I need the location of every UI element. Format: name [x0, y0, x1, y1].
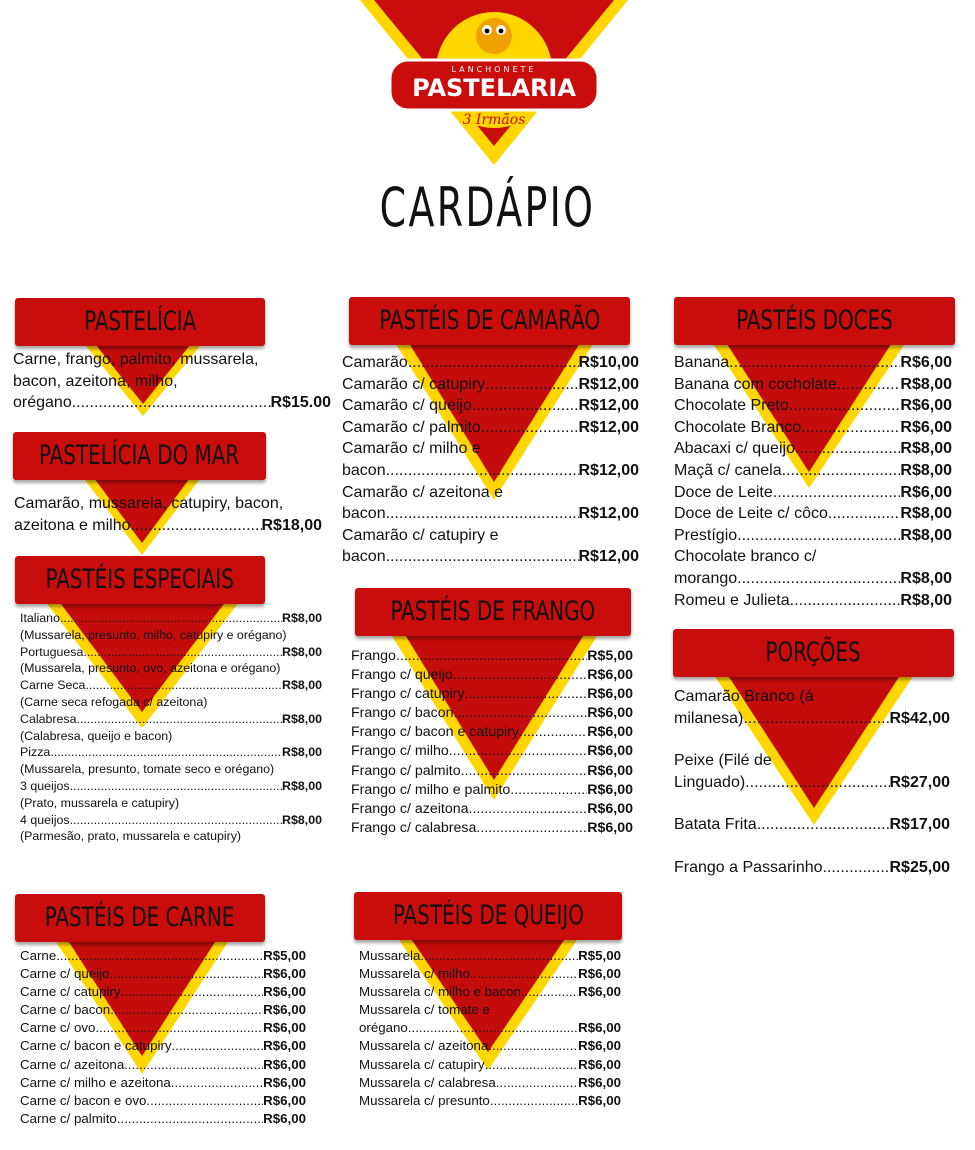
- menu-item: [351, 742, 633, 761]
- item-description: (Carne seca refogada c/ azeitona): [20, 694, 208, 709]
- dot-leader: [121, 983, 264, 1001]
- item-name: Frango a Passarinho: [674, 858, 823, 876]
- menu-item: [351, 704, 633, 723]
- item-name: bacon: [342, 505, 386, 523]
- item-price: R$8,00: [282, 644, 322, 659]
- item-name: Carne c/ palmito: [20, 1110, 117, 1126]
- menu-item: [674, 374, 952, 396]
- logo-top-text: LANCHONETE: [451, 65, 537, 74]
- item-price: R$6,00: [587, 762, 633, 779]
- item-name: 4 queijos: [20, 812, 70, 827]
- item-name: Doce de Leite c/ côco: [674, 505, 828, 523]
- dot-leader: [420, 947, 578, 965]
- item-name: Linguado): [674, 773, 746, 791]
- dot-leader: [171, 1074, 263, 1092]
- menu-item: [342, 546, 639, 568]
- dot-leader: [172, 1037, 264, 1055]
- dot-leader: [110, 1001, 263, 1019]
- item-price: R$12,00: [578, 397, 639, 415]
- menu-item: [342, 395, 639, 417]
- item-price: R$25,00: [889, 858, 950, 876]
- item-price: R$12,00: [578, 461, 639, 479]
- item-list: [20, 610, 322, 845]
- dot-leader: [408, 1019, 578, 1037]
- section-header: [15, 298, 265, 346]
- menu-item: [342, 460, 639, 482]
- menu-item: [342, 503, 639, 525]
- item-price: R$6,00: [900, 418, 952, 436]
- item-name: Frango c/ azeitona: [351, 800, 469, 817]
- item-name: azeitona e milho: [14, 516, 131, 534]
- item-price: R$17,00: [889, 816, 950, 834]
- item-name: Prestígio: [674, 526, 738, 544]
- menu-item: [20, 1092, 306, 1110]
- menu-item: [674, 708, 950, 730]
- item-name: Carne Seca: [20, 678, 86, 693]
- item-price: R$5,00: [587, 648, 633, 664]
- menu-item: [359, 1037, 621, 1055]
- item-name: Carne c/ bacon e catupiry: [20, 1038, 172, 1054]
- menu-item: [359, 983, 621, 1001]
- item-price: R$6,00: [587, 743, 633, 760]
- menu-item: [359, 947, 621, 965]
- item-name: Banana: [674, 354, 730, 371]
- item-name: Chocolate Branco: [674, 418, 802, 436]
- menu-item: [20, 644, 322, 661]
- section-header: [15, 894, 265, 942]
- dot-leader: [72, 392, 271, 414]
- dot-leader: [789, 395, 901, 417]
- item-name: Abacaxi c/ queijo: [674, 440, 795, 458]
- item-description: (Parmesão, prato, mussarela e catupiry): [20, 829, 242, 844]
- dot-leader: [481, 417, 579, 439]
- item-name: Carne c/ queijo: [20, 966, 110, 982]
- item-price: R$6,00: [587, 819, 633, 836]
- item-price: R$12,00: [578, 418, 639, 436]
- menu-item: [342, 417, 639, 439]
- item-name: Chocolate Preto: [674, 397, 789, 415]
- menu-item: [20, 1019, 306, 1037]
- menu-item: [20, 677, 322, 694]
- item-description: (Calabresa, queijo e bacon): [20, 728, 173, 743]
- item-name: orégano: [359, 1020, 408, 1036]
- item-name: Batata Frita: [674, 816, 757, 834]
- item-price: R$6,00: [263, 1110, 306, 1126]
- dot-leader: [470, 965, 578, 983]
- item-name: Romeu e Julieta: [674, 591, 790, 609]
- menu-item: [674, 417, 952, 439]
- dot-leader: [83, 644, 282, 661]
- menu-item: [14, 515, 322, 537]
- item-name: Mussarela c/ milho: [359, 966, 470, 982]
- menu-item: [351, 800, 633, 819]
- item-price: R$8,00: [900, 526, 952, 544]
- item-price: R$6,00: [578, 1056, 621, 1072]
- dot-leader: [396, 647, 587, 666]
- item-price: R$8,00: [282, 778, 322, 793]
- item-name: Calabresa: [20, 711, 77, 726]
- dot-leader: [76, 711, 282, 728]
- dot-leader: [449, 742, 587, 761]
- item-price: R$6,00: [900, 483, 952, 501]
- menu-item: [359, 1092, 621, 1110]
- item-price: R$8,00: [900, 505, 952, 523]
- dot-leader: [56, 947, 263, 965]
- section-header: [674, 297, 955, 345]
- item-price: R$6,00: [587, 705, 633, 722]
- item-name: Mussarela c/ presunto: [359, 1092, 490, 1108]
- item-name: Doce de Leite: [674, 483, 773, 501]
- dot-leader: [70, 812, 282, 829]
- item-name: Maçã c/ canela: [674, 461, 782, 479]
- dot-leader: [60, 610, 282, 627]
- item-name-line: Camarão c/ milho e: [342, 440, 481, 458]
- item-name: Carne c/ azeitona: [20, 1056, 125, 1072]
- item-price: R$8,00: [900, 591, 952, 609]
- dot-leader: [519, 723, 587, 742]
- item-price: R$6,00: [900, 397, 952, 415]
- item-name: morango: [674, 569, 738, 587]
- menu-item: [674, 525, 952, 547]
- menu-item: [351, 762, 633, 781]
- item-price: R$27,00: [889, 773, 950, 791]
- item-price: R$6,00: [578, 984, 621, 1000]
- item-name: Camarão c/ queijo: [342, 397, 472, 415]
- item-name: orégano: [13, 394, 72, 411]
- item-name: Frango c/ queijo: [351, 667, 453, 684]
- menu-item: [20, 711, 322, 728]
- menu-item: [674, 590, 952, 612]
- logo-script: 3 Irmãos: [462, 112, 526, 128]
- dot-leader: [461, 762, 588, 781]
- pastelaria-logo: [360, 0, 628, 165]
- section-title: PASTÉIS DE QUEIJO: [392, 900, 584, 931]
- item-name: Carne c/ milho e azeitona: [20, 1074, 171, 1090]
- dot-leader: [117, 1110, 263, 1128]
- dot-leader: [490, 1092, 578, 1110]
- item-price: R$6,00: [578, 1074, 621, 1090]
- section-title: PASTÉIS DOCES: [736, 305, 893, 336]
- dot-leader: [521, 983, 578, 1001]
- menu-item: [351, 685, 633, 704]
- logo-name: PASTELARIA: [412, 74, 576, 102]
- menu-item: [20, 778, 322, 795]
- item-price: R$12,00: [578, 375, 639, 393]
- item-price: R$42,00: [889, 709, 950, 727]
- item-price: R$6,00: [578, 1092, 621, 1108]
- item-name: Carne c/ catupiry: [20, 984, 121, 1000]
- section-title: PASTÉIS DE FRANGO: [390, 596, 596, 627]
- menu-item: [674, 503, 952, 525]
- item-name-line: Camarão c/ catupiry e: [342, 526, 499, 544]
- menu-item: [351, 666, 633, 685]
- item-price: R$8,00: [900, 569, 952, 587]
- dot-leader: [386, 546, 579, 568]
- item-list: [13, 349, 331, 414]
- menu-item: [20, 965, 306, 983]
- dot-leader: [837, 374, 901, 396]
- item-description: (Mussarela, presunto, ovo, azeitona e orégano): [20, 661, 281, 676]
- dot-leader: [801, 417, 900, 439]
- section-title: PASTELÍCIA DO MAR: [39, 440, 240, 471]
- item-name: 3 queijos: [20, 778, 70, 793]
- item-price: R$18,00: [261, 516, 322, 534]
- item-list: [20, 947, 306, 1128]
- menu-item: [359, 1019, 621, 1037]
- dot-leader: [50, 744, 282, 761]
- dot-leader: [790, 590, 901, 612]
- dot-leader: [745, 772, 889, 794]
- section-header: [15, 556, 265, 604]
- item-name-line: Chocolate branco c/: [674, 548, 817, 566]
- dot-leader: [729, 352, 900, 374]
- menu-item: [342, 352, 639, 374]
- item-price: R$6,00: [263, 1056, 306, 1072]
- item-name: Portuguesa: [20, 644, 84, 659]
- dot-leader: [453, 666, 588, 685]
- section-title: PASTÉIS ESPECIAIS: [45, 564, 235, 595]
- menu-item: [351, 723, 633, 742]
- dot-leader: [828, 503, 901, 525]
- menu-item: [342, 374, 639, 396]
- section-title: PASTÉIS DE CARNE: [45, 902, 235, 933]
- item-list: [14, 493, 322, 536]
- item-price: R$6,00: [263, 1020, 306, 1036]
- dot-leader: [782, 460, 901, 482]
- menu-item: [351, 819, 633, 838]
- item-name: Mussarela c/ milho e bacon: [359, 984, 521, 1000]
- item-name: Frango c/ calabresa: [351, 819, 477, 836]
- section-header: [349, 297, 630, 345]
- item-list: [674, 352, 952, 611]
- description-line: Carne, frango, palmito, mussarela,: [13, 351, 259, 368]
- item-name: milanesa): [674, 709, 744, 727]
- item-description: (Prato, mussarela e catupiry): [20, 795, 180, 810]
- item-name: Frango c/ bacon e catupiry: [351, 724, 519, 741]
- item-name: Camarão c/ catupiry: [342, 375, 486, 393]
- dot-leader: [737, 525, 900, 547]
- item-name: Frango c/ catupiry: [351, 686, 465, 703]
- menu-item: [20, 744, 322, 761]
- dot-leader: [386, 503, 579, 525]
- dot-leader: [472, 395, 579, 417]
- dot-leader: [70, 778, 282, 795]
- dot-leader: [510, 781, 587, 800]
- item-name: bacon: [342, 548, 386, 566]
- item-price: R$6,00: [263, 1038, 306, 1054]
- menu-item: [674, 482, 952, 504]
- item-price: R$12,00: [578, 548, 639, 566]
- menu-item: [20, 812, 322, 829]
- item-name: Mussarela c/ azeitona: [359, 1038, 489, 1054]
- item-name: Camarão c/ palmito: [342, 418, 481, 436]
- description-line: bacon, azeitona, milho,: [13, 372, 178, 390]
- dot-leader: [131, 515, 262, 537]
- dot-leader: [496, 1074, 578, 1092]
- item-name-line: Peixe (Filé de: [674, 752, 772, 770]
- dot-leader: [757, 814, 890, 836]
- item-description: (Mussarela, presunto, milho, catupiry e orégano): [20, 627, 287, 642]
- dot-leader: [454, 704, 588, 723]
- item-price: R$6,00: [578, 1020, 621, 1036]
- page-title: CARDÁPIO: [379, 176, 596, 239]
- item-price: R$8,00: [282, 812, 322, 827]
- dot-leader: [743, 708, 889, 730]
- item-price: R$6,00: [263, 966, 306, 982]
- item-price: R$6,00: [263, 1002, 306, 1018]
- item-list: [674, 686, 950, 879]
- item-name: Frango c/ bacon: [351, 705, 454, 722]
- dot-leader: [95, 1019, 263, 1037]
- dot-leader: [146, 1092, 263, 1110]
- item-name: Frango c/ milho: [351, 743, 449, 760]
- section-header: [673, 629, 954, 677]
- item-price: R$6,00: [900, 354, 952, 371]
- menu-item: [674, 814, 950, 836]
- menu-item: [351, 781, 633, 800]
- dot-leader: [408, 352, 579, 374]
- item-price: R$5,00: [263, 948, 306, 963]
- item-price: R$10,00: [578, 354, 639, 371]
- item-name-line: Camarão c/ azeitona e: [342, 483, 503, 501]
- dot-leader: [795, 438, 900, 460]
- item-name: Carne c/ bacon: [20, 1002, 111, 1018]
- menu-item: [20, 983, 306, 1001]
- item-price: R$6,00: [587, 667, 633, 684]
- item-name: Pizza: [20, 745, 51, 760]
- item-price: R$8,00: [900, 461, 952, 479]
- dot-leader: [469, 800, 588, 819]
- item-list: [342, 352, 639, 568]
- dot-leader: [773, 482, 901, 504]
- menu-item: [20, 1001, 306, 1019]
- item-name: Carne: [20, 948, 57, 963]
- menu-item: [359, 1074, 621, 1092]
- item-price: R$6,00: [578, 966, 621, 982]
- item-price: R$8,00: [282, 611, 322, 625]
- item-list: [359, 947, 621, 1110]
- item-name: Carne c/ ovo: [20, 1020, 96, 1036]
- item-price: R$8,00: [282, 745, 322, 760]
- dot-leader: [488, 1037, 578, 1055]
- item-price: R$6,00: [587, 800, 633, 817]
- item-name: Frango c/ palmito: [351, 762, 461, 779]
- dot-leader: [386, 460, 579, 482]
- menu-item: [359, 1056, 621, 1074]
- menu-item: [359, 965, 621, 983]
- item-price: R$6,00: [587, 686, 633, 703]
- menu-item: [351, 647, 633, 666]
- section-title: PASTELÍCIA: [84, 306, 196, 337]
- dot-leader: [124, 1056, 263, 1074]
- dot-leader: [476, 819, 587, 838]
- item-price: R$8,00: [900, 375, 952, 393]
- menu-item: [674, 352, 952, 374]
- item-price: R$6,00: [587, 781, 633, 798]
- dot-leader: [85, 677, 282, 694]
- menu-item: [13, 392, 331, 414]
- item-name: bacon: [342, 461, 386, 479]
- menu-item: [20, 1056, 306, 1074]
- section-title: PASTÉIS DE CAMARÃO: [379, 305, 600, 336]
- menu-item: [20, 1074, 306, 1092]
- item-name-line: Mussarela c/ tomate e: [359, 1002, 490, 1018]
- menu-item: [674, 772, 950, 794]
- item-price: R$5,00: [578, 948, 621, 963]
- item-price: R$15.00: [270, 394, 331, 411]
- item-name: Banana com cocholate: [674, 375, 837, 393]
- item-price: R$6,00: [263, 984, 306, 1000]
- item-price: R$12,00: [578, 505, 639, 523]
- description-line: Camarão, mussarela, catupiry, bacon,: [14, 495, 284, 512]
- dot-leader: [485, 374, 578, 396]
- dot-leader: [109, 965, 263, 983]
- item-name: Mussarela c/ catupiry: [359, 1056, 485, 1072]
- section-header: [13, 432, 266, 480]
- dot-leader: [485, 1056, 578, 1074]
- section-header: [355, 588, 631, 636]
- item-list: [351, 647, 633, 838]
- item-price: R$8,00: [282, 711, 322, 726]
- menu-item: [20, 1110, 306, 1128]
- item-name: Mussarela: [359, 948, 421, 963]
- menu-item: [20, 610, 322, 627]
- menu-item: [674, 857, 950, 879]
- menu-item: [674, 438, 952, 460]
- item-name: Frango c/ milho e palmito: [351, 781, 511, 798]
- section-title: PORÇÕES: [765, 637, 862, 668]
- item-price: R$8,00: [900, 440, 952, 458]
- dot-leader: [737, 568, 900, 590]
- menu-item: [20, 947, 306, 965]
- item-name: Carne c/ bacon e ovo: [20, 1092, 147, 1108]
- item-description: (Mussarela, presunto, tomate seco e orégano): [20, 762, 275, 777]
- item-price: R$6,00: [587, 724, 633, 741]
- item-name-line: Camarão Branco (á: [674, 688, 814, 705]
- item-name: Mussarela c/ calabresa: [359, 1074, 496, 1090]
- menu-item: [674, 395, 952, 417]
- dot-leader: [823, 857, 890, 879]
- menu-item: [674, 460, 952, 482]
- item-name: Frango: [351, 648, 396, 664]
- item-name: Italiano: [20, 611, 60, 625]
- item-price: R$8,00: [282, 678, 322, 693]
- menu-item: [20, 1037, 306, 1055]
- item-price: R$6,00: [263, 1092, 306, 1108]
- dot-leader: [465, 685, 588, 704]
- section-header: [354, 892, 622, 940]
- item-name: Camarão: [342, 354, 408, 371]
- item-price: R$6,00: [263, 1074, 306, 1090]
- menu-item: [674, 568, 952, 590]
- item-price: R$6,00: [578, 1038, 621, 1054]
